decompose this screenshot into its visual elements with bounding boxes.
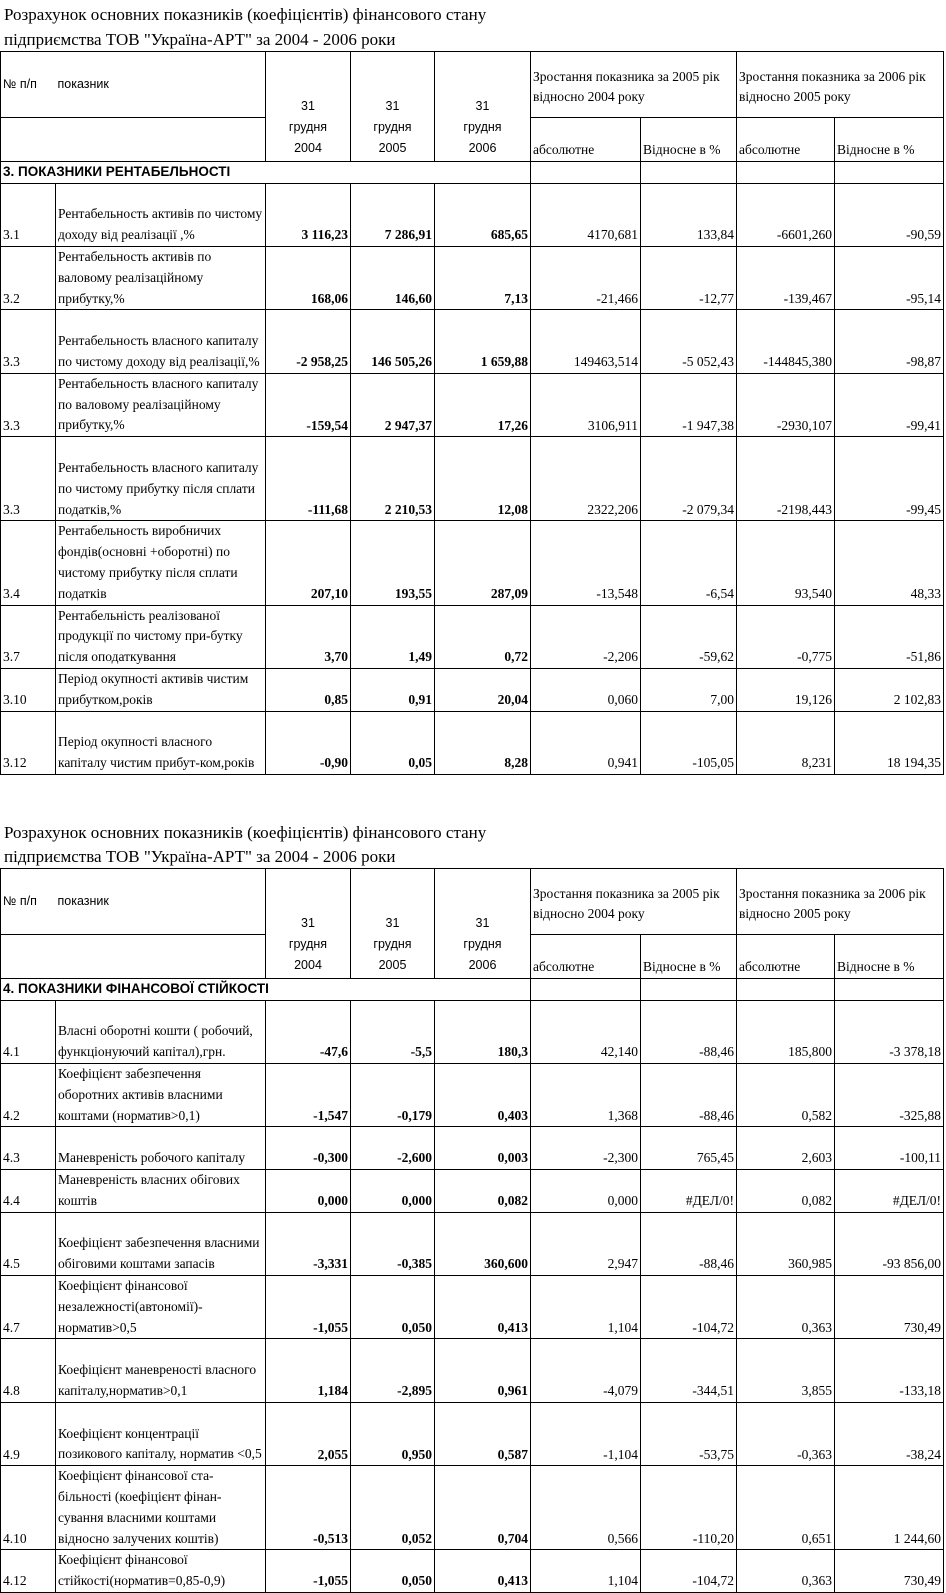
header-date-rest: грудня 2004 xyxy=(288,120,328,155)
abs-change-2005: -4,079 xyxy=(531,1339,641,1402)
header-date-1 xyxy=(266,869,351,979)
value-2005: 0,91 xyxy=(351,668,435,711)
row-indicator: Рентабельность виробничих фондів(основні +оборотні) по чистому прибутку після сплати податків xyxy=(56,521,266,605)
value-2004: -3,331 xyxy=(266,1212,351,1275)
row-indicator: Коефіцієнт фінансової стійкості(норматив=0,85-0,9) xyxy=(56,1550,266,1593)
abs-change-2005: -2,206 xyxy=(531,605,641,668)
row-indicator: Коефіцієнт маневреності власного капіталу,норматив>0,1 xyxy=(56,1339,266,1402)
table-row xyxy=(1,1169,944,1212)
value-2006: 12,08 xyxy=(435,437,531,521)
value-2005: 7 286,91 xyxy=(351,183,435,246)
rel-change-2005: -105,05 xyxy=(641,711,737,774)
rel-change-2005: -12,77 xyxy=(641,246,737,309)
value-2004: 0,000 xyxy=(266,1169,351,1212)
abs-change-2006: 0,651 xyxy=(737,1466,835,1550)
header-date-day: 31 xyxy=(385,99,400,113)
value-2004: 0,85 xyxy=(266,668,351,711)
row-indicator: Коефіцієнт фінансової ста-більності (коефіцієнт фінан-сування власними коштами відносно залучених коштів) xyxy=(56,1466,266,1550)
rel-change-2005: -88,46 xyxy=(641,1212,737,1275)
rel-change-2006: -38,24 xyxy=(835,1402,944,1465)
header-date-1 xyxy=(266,52,351,162)
table1 xyxy=(0,51,944,775)
rel-change-2005: -59,62 xyxy=(641,605,737,668)
table-row xyxy=(1,437,944,521)
abs-change-2006: -0,363 xyxy=(737,1402,835,1465)
row-num: 3.2 xyxy=(1,246,56,309)
row-indicator: Маневреність робочого капіталу xyxy=(56,1127,266,1170)
row-num: 3.3 xyxy=(1,437,56,521)
value-2004: -47,6 xyxy=(266,1000,351,1063)
rel-change-2006: -51,86 xyxy=(835,605,944,668)
section-row xyxy=(1,162,944,184)
header-blank xyxy=(1,118,266,162)
header-date-day: 31 xyxy=(385,916,400,930)
abs-change-2006: -139,467 xyxy=(737,246,835,309)
row-num: 3.7 xyxy=(1,605,56,668)
rel-change-2005: -88,46 xyxy=(641,1063,737,1126)
rel-change-2006: #ДЕЛ/0! xyxy=(835,1169,944,1212)
value-2006: 360,600 xyxy=(435,1212,531,1275)
row-indicator: Рентабельність реалізованої продукції по чистому при-бутку після оподаткування xyxy=(56,605,266,668)
header-date-rest: грудня 2006 xyxy=(463,937,502,972)
rel-change-2005: -1 947,38 xyxy=(641,373,737,436)
abs-change-2005: 4170,681 xyxy=(531,183,641,246)
header-abs-2006: абсолютне xyxy=(737,118,835,162)
row-indicator: Коефіцієнт концентрації позикового капіталу, норматив <0,5 xyxy=(56,1402,266,1465)
row-indicator: Рентабельность активів по чистому доходу від реалізації ,% xyxy=(56,183,266,246)
value-2004: -111,68 xyxy=(266,437,351,521)
section-empty-cell xyxy=(531,979,641,1001)
rel-change-2006: -99,41 xyxy=(835,373,944,436)
value-2006: 1 659,88 xyxy=(435,310,531,373)
rel-change-2006: -100,11 xyxy=(835,1127,944,1170)
table-row xyxy=(1,246,944,309)
row-indicator: Власні оборотні кошти ( робочий, функціонуючий капітал),грн. xyxy=(56,1000,266,1063)
header-date-3 xyxy=(435,52,531,162)
abs-change-2006: 3,855 xyxy=(737,1339,835,1402)
table2 xyxy=(0,868,944,1593)
row-indicator: Період окупності активів чистим прибутком,років xyxy=(56,668,266,711)
section-empty-cell xyxy=(531,162,641,184)
value-2004: 168,06 xyxy=(266,246,351,309)
abs-change-2005: -21,466 xyxy=(531,246,641,309)
value-2006: 0,003 xyxy=(435,1127,531,1170)
row-indicator: Коефіцієнт забезпечення оборотних активів власними коштами (норматив>0,1) xyxy=(56,1063,266,1126)
header-indicator: показник xyxy=(56,52,266,118)
table-row xyxy=(1,605,944,668)
section-title: 3. ПОКАЗНИКИ РЕНТАБЕЛЬНОСТІ xyxy=(1,162,531,184)
value-2005: 146 505,26 xyxy=(351,310,435,373)
abs-change-2006: -0,775 xyxy=(737,605,835,668)
abs-change-2006: 0,363 xyxy=(737,1275,835,1338)
header-row xyxy=(1,52,944,118)
value-2006: 0,413 xyxy=(435,1550,531,1593)
rel-change-2006: -325,88 xyxy=(835,1063,944,1126)
rel-change-2005: -88,46 xyxy=(641,1000,737,1063)
rel-change-2005: -104,72 xyxy=(641,1275,737,1338)
abs-change-2005: 0,566 xyxy=(531,1466,641,1550)
row-num: 4.5 xyxy=(1,1212,56,1275)
abs-change-2005: 0,000 xyxy=(531,1169,641,1212)
value-2005: -0,385 xyxy=(351,1212,435,1275)
rel-change-2005: -110,20 xyxy=(641,1466,737,1550)
section-empty-cell xyxy=(737,162,835,184)
rel-change-2006: -93 856,00 xyxy=(835,1212,944,1275)
abs-change-2006: 360,985 xyxy=(737,1212,835,1275)
row-indicator: Рентабельность власного капиталу по чистому доходу від реалізації,% xyxy=(56,310,266,373)
abs-change-2005: -1,104 xyxy=(531,1402,641,1465)
table-row xyxy=(1,183,944,246)
rel-change-2006: -3 378,18 xyxy=(835,1000,944,1063)
header-date-rest: грудня 2006 xyxy=(463,120,502,155)
header-date-3 xyxy=(435,869,531,979)
section-empty-cell xyxy=(835,162,944,184)
rel-change-2006: 48,33 xyxy=(835,521,944,605)
section-empty-cell xyxy=(737,979,835,1001)
row-num: 3.12 xyxy=(1,711,56,774)
rel-change-2006: -98,87 xyxy=(835,310,944,373)
rel-change-2006: 18 194,35 xyxy=(835,711,944,774)
header-growth-2005: Зростання показника за 2005 рік відносно 2004 року xyxy=(531,52,737,118)
header-blank xyxy=(1,935,266,979)
section-row xyxy=(1,979,944,1001)
abs-change-2005: -13,548 xyxy=(531,521,641,605)
section-title: 4. ПОКАЗНИКИ ФІНАНСОВОЇ СТІЙКОСТІ xyxy=(1,979,531,1001)
abs-change-2005: 0,060 xyxy=(531,668,641,711)
row-num: 3.10 xyxy=(1,668,56,711)
row-indicator: Рентабельность власного капиталу по валовому реалізаційному прибутку,% xyxy=(56,373,266,436)
abs-change-2005: 2322,206 xyxy=(531,437,641,521)
rel-change-2005: #ДЕЛ/0! xyxy=(641,1169,737,1212)
abs-change-2005: 2,947 xyxy=(531,1212,641,1275)
header-abs-2005: абсолютне xyxy=(531,935,641,979)
header-date-2 xyxy=(351,52,435,162)
value-2006: 0,413 xyxy=(435,1275,531,1338)
section-empty-cell xyxy=(641,162,737,184)
header-rel-2006: Відносне в % xyxy=(835,935,944,979)
value-2004: 3 116,23 xyxy=(266,183,351,246)
value-2006: 287,09 xyxy=(435,521,531,605)
abs-change-2006: 93,540 xyxy=(737,521,835,605)
value-2006: 0,72 xyxy=(435,605,531,668)
rel-change-2006: -90,59 xyxy=(835,183,944,246)
row-num: 4.9 xyxy=(1,1402,56,1465)
value-2004: -0,90 xyxy=(266,711,351,774)
table2-title-line2: підприємства ТОВ "Україна-АРТ" за 2004 - 2006 роки xyxy=(4,847,396,866)
row-indicator: Період окупності власного капіталу чистим прибут-ком,років xyxy=(56,711,266,774)
header-abs-2006: абсолютне xyxy=(737,935,835,979)
header-date-day: 31 xyxy=(301,916,315,930)
table-row xyxy=(1,711,944,774)
header-date-day: 31 xyxy=(475,916,490,930)
value-2006: 0,082 xyxy=(435,1169,531,1212)
row-num: 3.1 xyxy=(1,183,56,246)
table1-title-line1: Розрахунок основних показників (коефіцієнтів) фінансового стану xyxy=(4,5,487,24)
header-date-rest: грудня 2005 xyxy=(373,120,412,155)
rel-change-2005: 765,45 xyxy=(641,1127,737,1170)
row-num: 4.4 xyxy=(1,1169,56,1212)
row-num: 4.8 xyxy=(1,1339,56,1402)
header-num: № п/п xyxy=(1,52,56,118)
rel-change-2005: -6,54 xyxy=(641,521,737,605)
value-2006: 20,04 xyxy=(435,668,531,711)
rel-change-2005: -5 052,43 xyxy=(641,310,737,373)
header-abs-2005: абсолютне xyxy=(531,118,641,162)
value-2005: 0,05 xyxy=(351,711,435,774)
abs-change-2006: 8,231 xyxy=(737,711,835,774)
rel-change-2005: 133,84 xyxy=(641,183,737,246)
row-indicator: Рентабельность активів по валовому реалізаційному прибутку,% xyxy=(56,246,266,309)
rel-change-2006: 2 102,83 xyxy=(835,668,944,711)
value-2006: 7,13 xyxy=(435,246,531,309)
rel-change-2006: 1 244,60 xyxy=(835,1466,944,1550)
abs-change-2005: 1,104 xyxy=(531,1275,641,1338)
table-row xyxy=(1,1339,944,1402)
value-2006: 0,704 xyxy=(435,1466,531,1550)
value-2005: -2,895 xyxy=(351,1339,435,1402)
table-row xyxy=(1,1402,944,1465)
value-2005: 0,050 xyxy=(351,1550,435,1593)
value-2006: 0,403 xyxy=(435,1063,531,1126)
abs-change-2005: -2,300 xyxy=(531,1127,641,1170)
value-2004: 207,10 xyxy=(266,521,351,605)
value-2006: 8,28 xyxy=(435,711,531,774)
row-num: 4.7 xyxy=(1,1275,56,1338)
value-2005: 146,60 xyxy=(351,246,435,309)
table-row xyxy=(1,1466,944,1550)
abs-change-2005: 3106,911 xyxy=(531,373,641,436)
rel-change-2005: -104,72 xyxy=(641,1550,737,1593)
value-2004: -2 958,25 xyxy=(266,310,351,373)
header-rel-2005: Відносне в % xyxy=(641,118,737,162)
table-row xyxy=(1,521,944,605)
value-2006: 685,65 xyxy=(435,183,531,246)
value-2005: 193,55 xyxy=(351,521,435,605)
row-num: 4.3 xyxy=(1,1127,56,1170)
header-date-rest: грудня 2004 xyxy=(288,937,328,972)
abs-change-2005: 1,368 xyxy=(531,1063,641,1126)
value-2004: -0,300 xyxy=(266,1127,351,1170)
value-2005: 2 947,37 xyxy=(351,373,435,436)
rel-change-2006: -95,14 xyxy=(835,246,944,309)
section-empty-cell xyxy=(641,979,737,1001)
header-growth-2005: Зростання показника за 2005 рік відносно 2004 року xyxy=(531,869,737,935)
row-num: 4.10 xyxy=(1,1466,56,1550)
value-2005: 0,950 xyxy=(351,1402,435,1465)
row-num: 4.1 xyxy=(1,1000,56,1063)
value-2005: 0,052 xyxy=(351,1466,435,1550)
header-growth-2006: Зростання показника за 2006 рік відносно 2005 року xyxy=(737,52,944,118)
section-empty-cell xyxy=(835,979,944,1001)
rel-change-2006: 730,49 xyxy=(835,1275,944,1338)
abs-change-2005: 149463,514 xyxy=(531,310,641,373)
table-row xyxy=(1,1127,944,1170)
header-date-2 xyxy=(351,869,435,979)
table-row xyxy=(1,1275,944,1338)
table1-title-line2: підприємства ТОВ "Україна-АРТ" за 2004 - 2006 роки xyxy=(4,30,396,49)
value-2005: -0,179 xyxy=(351,1063,435,1126)
abs-change-2006: -6601,260 xyxy=(737,183,835,246)
value-2004: -0,513 xyxy=(266,1466,351,1550)
table-row xyxy=(1,310,944,373)
rel-change-2005: -344,51 xyxy=(641,1339,737,1402)
abs-change-2005: 0,941 xyxy=(531,711,641,774)
abs-change-2006: -2198,443 xyxy=(737,437,835,521)
value-2005: -2,600 xyxy=(351,1127,435,1170)
abs-change-2006: 185,800 xyxy=(737,1000,835,1063)
abs-change-2006: 2,603 xyxy=(737,1127,835,1170)
row-indicator: Коефіцієнт забезпечення власними обіговими коштами запасів xyxy=(56,1212,266,1275)
rel-change-2006: -99,45 xyxy=(835,437,944,521)
abs-change-2006: 0,363 xyxy=(737,1550,835,1593)
table-row xyxy=(1,1212,944,1275)
table-row xyxy=(1,1000,944,1063)
value-2006: 0,587 xyxy=(435,1402,531,1465)
rel-change-2005: -53,75 xyxy=(641,1402,737,1465)
header-rel-2006: Відносне в % xyxy=(835,118,944,162)
abs-change-2006: -144845,380 xyxy=(737,310,835,373)
value-2004: -1,547 xyxy=(266,1063,351,1126)
rel-change-2005: -2 079,34 xyxy=(641,437,737,521)
header-row xyxy=(1,869,944,935)
row-num: 3.4 xyxy=(1,521,56,605)
row-num: 4.12 xyxy=(1,1550,56,1593)
value-2004: -1,055 xyxy=(266,1550,351,1593)
row-indicator: Маневреність власних обігових коштів xyxy=(56,1169,266,1212)
value-2005: 1,49 xyxy=(351,605,435,668)
header-indicator: показник xyxy=(56,869,266,935)
value-2004: -159,54 xyxy=(266,373,351,436)
value-2004: 3,70 xyxy=(266,605,351,668)
value-2006: 180,3 xyxy=(435,1000,531,1063)
abs-change-2006: -2930,107 xyxy=(737,373,835,436)
header-date-rest: грудня 2005 xyxy=(373,937,412,972)
row-num: 3.3 xyxy=(1,373,56,436)
value-2006: 17,26 xyxy=(435,373,531,436)
abs-change-2005: 1,104 xyxy=(531,1550,641,1593)
row-num: 3.3 xyxy=(1,310,56,373)
abs-change-2006: 19,126 xyxy=(737,668,835,711)
value-2004: -1,055 xyxy=(266,1275,351,1338)
header-growth-2006: Зростання показника за 2006 рік відносно 2005 року xyxy=(737,869,944,935)
table2-title-line1: Розрахунок основних показників (коефіцієнтів) фінансового стану xyxy=(4,823,487,842)
row-indicator: Рентабельность власного капиталу по чистому прибутку після сплати податків,% xyxy=(56,437,266,521)
value-2004: 1,184 xyxy=(266,1339,351,1402)
rel-change-2005: 7,00 xyxy=(641,668,737,711)
table-row xyxy=(1,1063,944,1126)
abs-change-2006: 0,082 xyxy=(737,1169,835,1212)
abs-change-2006: 0,582 xyxy=(737,1063,835,1126)
value-2005: 2 210,53 xyxy=(351,437,435,521)
value-2005: 0,050 xyxy=(351,1275,435,1338)
header-date-day: 31 xyxy=(475,99,490,113)
value-2005: -5,5 xyxy=(351,1000,435,1063)
header-rel-2005: Відносне в % xyxy=(641,935,737,979)
abs-change-2005: 42,140 xyxy=(531,1000,641,1063)
header-num: № п/п xyxy=(1,869,56,935)
table-row xyxy=(1,1550,944,1593)
value-2006: 0,961 xyxy=(435,1339,531,1402)
row-indicator: Коефіцієнт фінансової незалежності(автономії)-норматив>0,5 xyxy=(56,1275,266,1338)
header-date-day: 31 xyxy=(301,99,315,113)
rel-change-2006: -133,18 xyxy=(835,1339,944,1402)
rel-change-2006: 730,49 xyxy=(835,1550,944,1593)
value-2005: 0,000 xyxy=(351,1169,435,1212)
row-num: 4.2 xyxy=(1,1063,56,1126)
value-2004: 2,055 xyxy=(266,1402,351,1465)
table-row xyxy=(1,373,944,436)
table-row xyxy=(1,668,944,711)
